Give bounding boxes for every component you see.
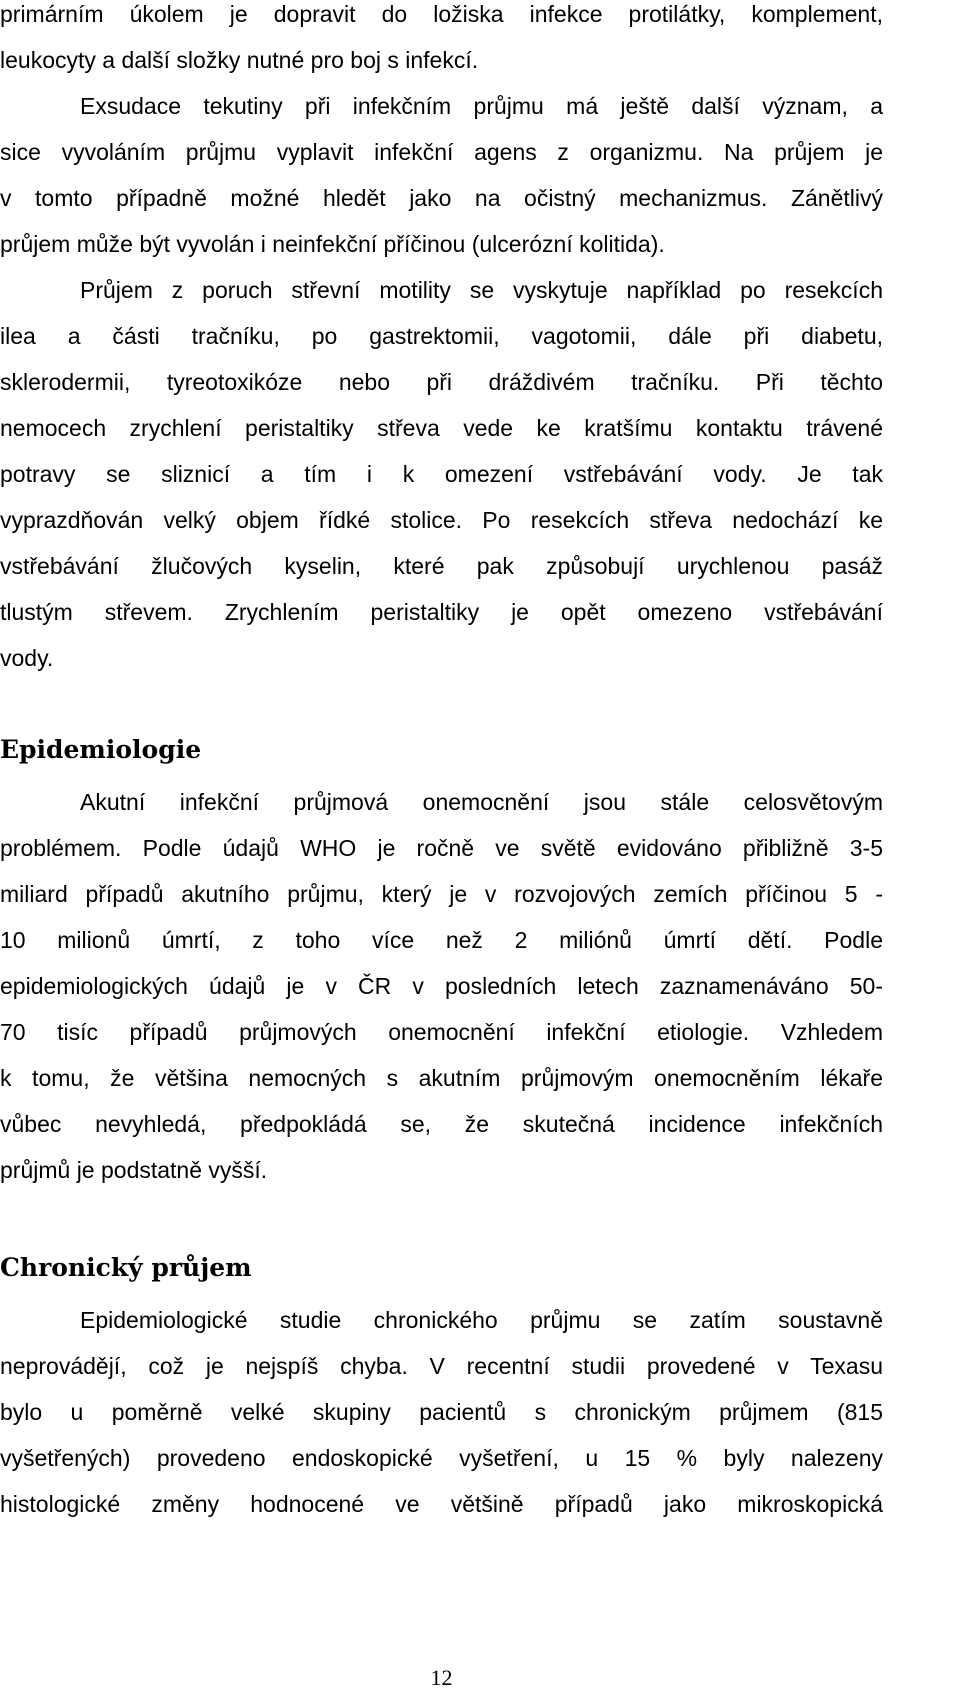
text-line: průjem může být vyvolán i neinfekční příčinou (ulcerózní kolitida). (0, 231, 665, 257)
text-line: problémem. Podle údajů WHO je ročně ve světě evidováno přibližně 3-5 (0, 835, 883, 861)
section-heading-chronic-diarrhea: Chronický průjem (0, 1253, 252, 1282)
text-line: Exsudace tekutiny při infekčním průjmu má ještě další význam, a (80, 93, 883, 119)
text-line: 70 tisíc případů průjmových onemocnění infekční etiologie. Vzhledem (0, 1019, 883, 1045)
text-line: bylo u poměrně velké skupiny pacientů s chronickým průjmem (815 (0, 1399, 883, 1425)
text-line: vyprazdňován velký objem řídké stolice. Po resekcích střeva nedochází ke (0, 507, 883, 533)
text-line: 10 milionů úmrtí, z toho více než 2 miliónů úmrtí dětí. Podle (0, 927, 883, 953)
text-line: k tomu, že většina nemocných s akutním průjmovým onemocněním lékaře (0, 1065, 883, 1091)
text-line: tlustým střevem. Zrychlením peristaltiky je opět omezeno vstřebávání (0, 599, 883, 625)
text-line: nemocech zrychlení peristaltiky střeva vede ke kratšímu kontaktu trávené (0, 415, 883, 441)
text-line: vyšetřených) provedeno endoskopické vyšetření, u 15 % byly nalezeny (0, 1445, 883, 1471)
text-line: primárním úkolem je dopravit do ložiska infekce protilátky, komplement, (0, 1, 883, 27)
text-line: Akutní infekční průjmová onemocnění jsou stále celosvětovým (80, 789, 883, 815)
text-line: leukocyty a další složky nutné pro boj s infekcí. (0, 47, 479, 73)
section-heading-epidemiology: Epidemiologie (0, 735, 202, 764)
text-line: sklerodermii, tyreotoxikóze nebo při dráždivém tračníku. Při těchto (0, 369, 883, 395)
text-line: průjmů je podstatně vyšší. (0, 1157, 268, 1183)
text-line: neprovádějí, což je nejspíš chyba. V recentní studii provedené v Texasu (0, 1353, 883, 1379)
text-line: vůbec nevyhledá, předpokládá se, že skutečná incidence infekčních (0, 1111, 883, 1137)
text-line: ilea a části tračníku, po gastrektomii, vagotomii, dále při diabetu, (0, 323, 883, 349)
text-line: miliard případů akutního průjmu, který je v rozvojových zemích příčinou 5 - (0, 881, 883, 907)
text-line: vody. (0, 645, 54, 671)
text-line: Epidemiologické studie chronického průjmu se zatím soustavně (80, 1307, 883, 1333)
page-number: 12 (430, 1665, 453, 1690)
text-line: v tomto případně možné hledět jako na očistný mechanizmus. Zánětlivý (0, 185, 883, 211)
text-line: epidemiologických údajů je v ČR v posledních letech zaznamenáváno 50- (0, 973, 883, 999)
text-line: Průjem z poruch střevní motility se vyskytuje například po resekcích (80, 277, 883, 303)
text-line: potravy se sliznicí a tím i k omezení vstřebávání vody. Je tak (0, 461, 883, 487)
text-line: histologické změny hodnocené ve většině případů jako mikroskopická (0, 1491, 883, 1517)
text-line: vstřebávání žlučových kyselin, které pak způsobují urychlenou pasáž (0, 553, 883, 579)
text-line: sice vyvoláním průjmu vyplavit infekční agens z organizmu. Na průjem je (0, 139, 883, 165)
